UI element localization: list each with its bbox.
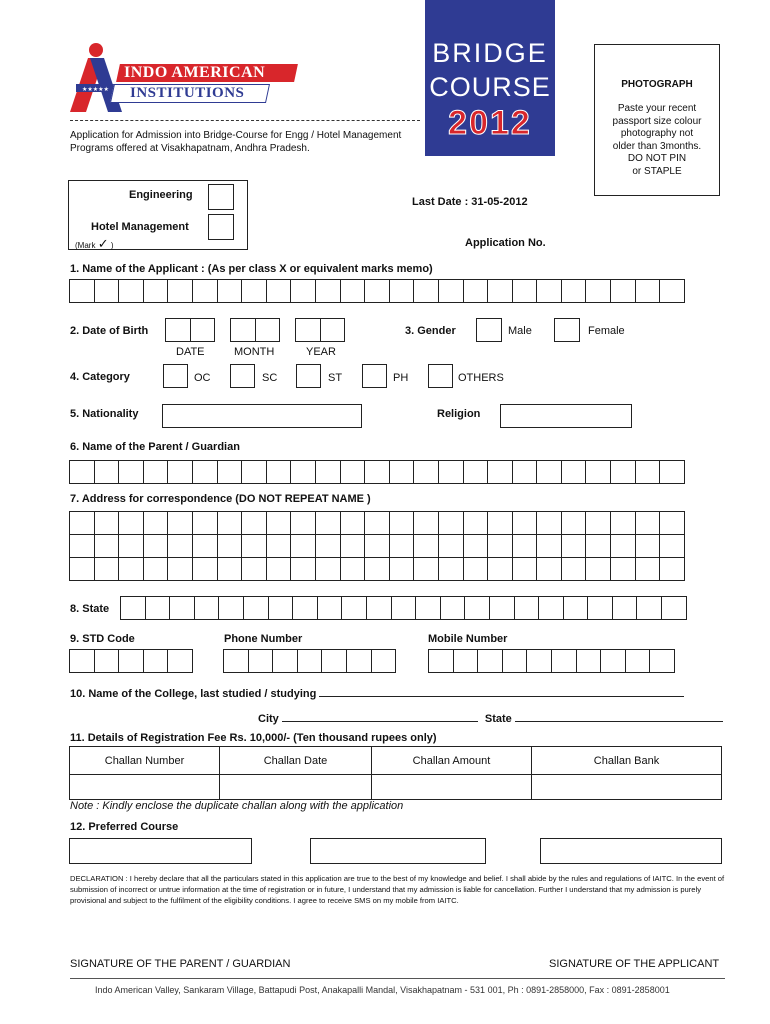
input-cell[interactable] [290,460,316,484]
engineering-checkbox[interactable] [208,184,234,210]
input-cell[interactable] [165,318,191,342]
input-cell[interactable] [536,279,562,303]
input-cell[interactable] [290,534,316,558]
input-cell[interactable] [612,596,638,620]
input-cell[interactable] [438,279,464,303]
input-cell[interactable] [364,557,390,581]
input-cell[interactable] [292,596,318,620]
input-cell[interactable] [512,534,538,558]
challan-number-header: Challan Number [70,747,220,774]
input-cell[interactable] [194,596,220,620]
dob-label: 2. Date of Birth [70,325,149,337]
input-cell[interactable] [340,460,366,484]
input-cell[interactable] [266,279,292,303]
input-cell[interactable] [428,649,454,673]
banner-line1: BRIDGE [432,38,548,68]
input-cell[interactable] [561,557,587,581]
input-cell[interactable] [266,534,292,558]
college-state-input[interactable] [515,711,723,722]
challan-amount-header: Challan Amount [372,747,532,774]
applicant-signature-label: SIGNATURE OF THE APPLICANT [549,958,720,970]
input-cell[interactable] [169,596,195,620]
input-cell[interactable] [266,557,292,581]
input-cell[interactable] [69,557,95,581]
input-cell[interactable] [217,534,243,558]
input-cell[interactable] [217,511,243,535]
input-cell[interactable] [659,279,685,303]
logo-line2: INSTITUTIONS [130,85,245,101]
input-cell[interactable] [364,279,390,303]
input-cell[interactable] [255,318,281,342]
input-cell[interactable] [477,649,503,673]
others-checkbox[interactable] [428,364,453,388]
dob-year-cells[interactable] [295,318,345,342]
input-cell[interactable] [536,511,562,535]
input-cell[interactable] [659,534,685,558]
input-cell[interactable] [69,534,95,558]
input-cell[interactable] [320,318,346,342]
input-cell[interactable] [649,649,675,673]
parent-name-label: 6. Name of the Parent / Guardian [70,441,240,453]
parent-name-cells[interactable] [69,460,685,484]
input-cell[interactable] [118,557,144,581]
challan-bank-input[interactable] [532,774,721,799]
address-cells-row2[interactable] [69,534,685,558]
input-cell[interactable] [536,534,562,558]
input-cell[interactable] [167,511,193,535]
input-cell[interactable] [143,511,169,535]
input-cell[interactable] [389,534,415,558]
input-cell[interactable] [167,557,193,581]
hotel-label: Hotel Management [91,221,189,233]
registration-fee-label: 11. Details of Registration Fee Rs. 10,000/- (Ten thousand rupees only) [70,732,437,744]
input-cell[interactable] [561,460,587,484]
input-cell[interactable] [661,596,687,620]
input-cell[interactable] [389,557,415,581]
input-cell[interactable] [561,534,587,558]
input-cell[interactable] [389,279,415,303]
input-cell[interactable] [218,596,244,620]
input-cell[interactable] [438,534,464,558]
preferred-course-3[interactable] [540,838,722,864]
city-input[interactable] [282,711,478,722]
preferred-course-2[interactable] [310,838,486,864]
others-label: OTHERS [458,372,504,384]
input-cell[interactable] [463,511,489,535]
input-cell[interactable] [487,279,513,303]
address-label: 7. Address for correspondence (DO NOT REPEAT NAME ) [70,493,371,505]
input-cell[interactable] [364,534,390,558]
input-cell[interactable] [576,649,602,673]
male-checkbox[interactable] [476,318,502,342]
ph-label: PH [393,372,409,384]
input-cell[interactable] [94,649,120,673]
input-cell[interactable] [413,557,439,581]
input-cell[interactable] [272,649,298,673]
st-checkbox[interactable] [296,364,321,388]
input-cell[interactable] [241,511,267,535]
state-cells[interactable] [120,596,687,620]
input-cell[interactable] [659,511,685,535]
input-cell[interactable] [551,649,577,673]
input-cell[interactable] [585,460,611,484]
input-cell[interactable] [463,279,489,303]
input-cell[interactable] [413,534,439,558]
input-cell[interactable] [561,511,587,535]
input-cell[interactable] [248,649,274,673]
input-cell[interactable] [526,649,552,673]
input-cell[interactable] [536,557,562,581]
input-cell[interactable] [538,596,564,620]
input-cell[interactable] [315,557,341,581]
banner-line2: COURSE [429,72,551,102]
input-cell[interactable] [241,279,267,303]
admission-line1: Application for Admission into Bridge-Course for Engg / Hotel Management [70,130,402,141]
input-cell[interactable] [635,511,661,535]
input-cell[interactable] [389,511,415,535]
header-divider [70,120,420,121]
input-cell[interactable] [69,511,95,535]
checkmark-icon: ✓ [97,236,109,251]
sc-label: SC [262,372,278,384]
input-cell[interactable] [487,534,513,558]
input-cell[interactable] [217,557,243,581]
program-select-box [68,180,248,250]
applicant-name-cells[interactable] [69,279,685,303]
input-cell[interactable] [391,596,417,620]
input-cell[interactable] [340,557,366,581]
dob-year-caption: YEAR [306,346,336,358]
mobile-number-cells[interactable] [428,649,675,673]
input-cell[interactable] [167,279,193,303]
nationality-label: 5. Nationality [70,408,139,420]
input-cell[interactable] [585,557,611,581]
engineering-label: Engineering [129,189,193,201]
input-cell[interactable] [143,649,169,673]
challan-date-header: Challan Date [220,747,372,774]
input-cell[interactable] [297,649,323,673]
input-cell[interactable] [230,318,256,342]
input-cell[interactable] [241,534,267,558]
input-cell[interactable] [94,460,120,484]
input-cell[interactable] [512,557,538,581]
input-cell[interactable] [315,511,341,535]
dob-month-caption: MONTH [234,346,275,358]
input-cell[interactable] [241,557,267,581]
application-no-label: Application No. [465,237,546,249]
input-cell[interactable] [266,460,292,484]
input-cell[interactable] [341,596,367,620]
input-cell[interactable] [610,534,636,558]
input-cell[interactable] [143,279,169,303]
phone-number-label: Phone Number [224,633,303,645]
photograph-box[interactable] [594,44,720,196]
dob-date-cells[interactable] [165,318,215,342]
nationality-input[interactable] [162,404,362,428]
input-cell[interactable] [217,460,243,484]
input-cell[interactable] [69,460,95,484]
input-cell[interactable] [364,460,390,484]
input-cell[interactable] [290,557,316,581]
input-cell[interactable] [118,649,144,673]
input-cell[interactable] [464,596,490,620]
input-cell[interactable] [453,649,479,673]
st-label: ST [328,372,343,384]
preferred-course-label: 12. Preferred Course [70,821,179,833]
input-cell[interactable] [69,649,95,673]
input-cell[interactable] [463,534,489,558]
input-cell[interactable] [94,511,120,535]
input-cell[interactable] [94,279,120,303]
input-cell[interactable] [563,596,589,620]
input-cell[interactable] [290,279,316,303]
input-cell[interactable] [192,557,218,581]
input-cell[interactable] [463,460,489,484]
input-cell[interactable] [413,511,439,535]
challan-note: Note : Kindly enclose the duplicate challan along with the application [70,800,404,812]
religion-label: Religion [437,408,481,420]
institution-logo [68,42,298,114]
input-cell[interactable] [415,596,441,620]
input-cell[interactable] [502,649,528,673]
banner-year: 2012 [448,104,532,142]
hotel-checkbox[interactable] [208,214,234,240]
input-cell[interactable] [340,511,366,535]
input-cell[interactable] [585,511,611,535]
input-cell[interactable] [167,649,193,673]
input-cell[interactable] [317,596,343,620]
input-cell[interactable] [635,557,661,581]
input-cell[interactable] [190,318,216,342]
input-cell[interactable] [659,460,685,484]
input-cell[interactable] [659,557,685,581]
dob-month-cells[interactable] [230,318,280,342]
religion-input[interactable] [500,404,632,428]
input-cell[interactable] [118,511,144,535]
input-cell[interactable] [512,460,538,484]
input-cell[interactable] [315,460,341,484]
oc-label: OC [194,372,211,384]
input-cell[interactable] [315,279,341,303]
input-cell[interactable] [223,649,249,673]
parent-signature-label: SIGNATURE OF THE PARENT / GUARDIAN [70,958,291,970]
college-label: 10. Name of the College, last studied / studying [70,686,684,700]
input-cell[interactable] [364,511,390,535]
input-cell[interactable] [145,596,171,620]
input-cell[interactable] [340,279,366,303]
address-cells-row3[interactable] [69,557,685,581]
input-cell[interactable] [217,279,243,303]
input-cell[interactable] [143,460,169,484]
input-cell[interactable] [610,511,636,535]
input-cell[interactable] [346,649,372,673]
input-cell[interactable] [366,596,392,620]
input-cell[interactable] [610,557,636,581]
address-cells-row1[interactable] [69,511,685,535]
input-cell[interactable] [192,534,218,558]
male-label: Male [508,325,532,337]
input-cell[interactable] [192,511,218,535]
input-cell[interactable] [118,460,144,484]
input-cell[interactable] [340,534,366,558]
input-cell[interactable] [489,596,515,620]
input-cell[interactable] [413,460,439,484]
input-cell[interactable] [371,649,397,673]
preferred-course-1[interactable] [69,838,252,864]
input-cell[interactable] [636,596,662,620]
phone-number-cells[interactable] [223,649,396,673]
challan-date-input[interactable] [220,774,372,799]
dob-date-caption: DATE [176,346,205,358]
input-cell[interactable] [561,279,587,303]
input-cell[interactable] [413,279,439,303]
input-cell[interactable] [241,460,267,484]
input-cell[interactable] [295,318,321,342]
mobile-number-label: Mobile Number [428,633,508,645]
ph-checkbox[interactable] [362,364,387,388]
input-cell[interactable] [266,511,292,535]
oc-checkbox[interactable] [163,364,188,388]
input-cell[interactable] [315,534,341,558]
input-cell[interactable] [438,557,464,581]
state-label: 8. State [70,603,110,615]
category-label: 4. Category [70,371,130,383]
input-cell[interactable] [143,534,169,558]
input-cell[interactable] [610,460,636,484]
input-cell[interactable] [243,596,269,620]
photograph-title: PHOTOGRAPH [621,79,693,90]
input-cell[interactable] [487,511,513,535]
gender-label: 3. Gender [405,325,456,337]
challan-amount-input[interactable] [372,774,532,799]
last-date: Last Date : 31-05-2012 [412,196,528,208]
input-cell[interactable] [635,279,661,303]
input-cell[interactable] [610,279,636,303]
input-cell[interactable] [585,534,611,558]
input-cell[interactable] [192,279,218,303]
input-cell[interactable] [585,279,611,303]
input-cell[interactable] [487,557,513,581]
std-code-label: 9. STD Code [70,633,135,645]
input-cell[interactable] [192,460,218,484]
input-cell[interactable] [487,460,513,484]
std-code-cells[interactable] [69,649,193,673]
input-cell[interactable] [143,557,169,581]
input-cell[interactable] [290,511,316,535]
input-cell[interactable] [587,596,613,620]
input-cell[interactable] [536,460,562,484]
input-cell[interactable] [167,460,193,484]
input-cell[interactable] [512,511,538,535]
footer-divider [70,978,725,979]
input-cell[interactable] [389,460,415,484]
city-state-line: City State [258,711,723,725]
applicant-name-label: 1. Name of the Applicant : (As per class X or equivalent marks memo) [70,263,433,275]
input-cell[interactable] [635,534,661,558]
input-cell[interactable] [635,460,661,484]
input-cell[interactable] [600,649,626,673]
input-cell[interactable] [94,557,120,581]
input-cell[interactable] [94,534,120,558]
photograph-instructions: Paste your recent passport size colour photography not older than 3months. DO NOT PIN or STAPLE [612,103,702,177]
challan-bank-header: Challan Bank [593,755,660,767]
challan-table [69,746,722,800]
input-cell[interactable] [514,596,540,620]
input-cell[interactable] [438,460,464,484]
footer-address: Indo American Valley, Sankaram Village, Battapudi Post, Anakapalli Mandal, Visakhapatnam - 531 001, Ph : 0891-2858000, Fax : 0891-2858001 [95,985,670,995]
input-cell[interactable] [625,649,651,673]
input-cell[interactable] [120,596,146,620]
input-cell[interactable] [167,534,193,558]
college-input[interactable] [319,686,684,697]
input-cell[interactable] [440,596,466,620]
input-cell[interactable] [512,279,538,303]
mark-hint: (Mark ✓ ) [75,236,114,251]
input-cell[interactable] [118,534,144,558]
challan-number-input[interactable] [70,774,220,799]
female-checkbox[interactable] [554,318,580,342]
logo-line1: INDO AMERICAN [124,64,266,81]
female-label: Female [588,325,625,337]
input-cell[interactable] [118,279,144,303]
input-cell[interactable] [463,557,489,581]
input-cell[interactable] [438,511,464,535]
input-cell[interactable] [268,596,294,620]
input-cell[interactable] [321,649,347,673]
admission-line2: Programs offered at Visakhapatnam, Andhra Pradesh. [70,143,310,154]
input-cell[interactable] [69,279,95,303]
svg-text:★★★★★: ★★★★★ [82,86,109,93]
declaration-text: DECLARATION : I hereby declare that all the particulars stated in this application are true to the best of my knowledge and belief. I shall abide by the rules and regulations of IAITC. In the event of submission of incorrect or untrue information at the time of registration or in future, I understand that my admission is liable for cancellation. Further I understand that my admission is purely provisional and subject to the fulfilment of the eligibility conditions. I agree to receive SMS on my mobile from IAITC. [70,874,725,905]
bridge-course-banner [425,0,555,156]
sc-checkbox[interactable] [230,364,255,388]
